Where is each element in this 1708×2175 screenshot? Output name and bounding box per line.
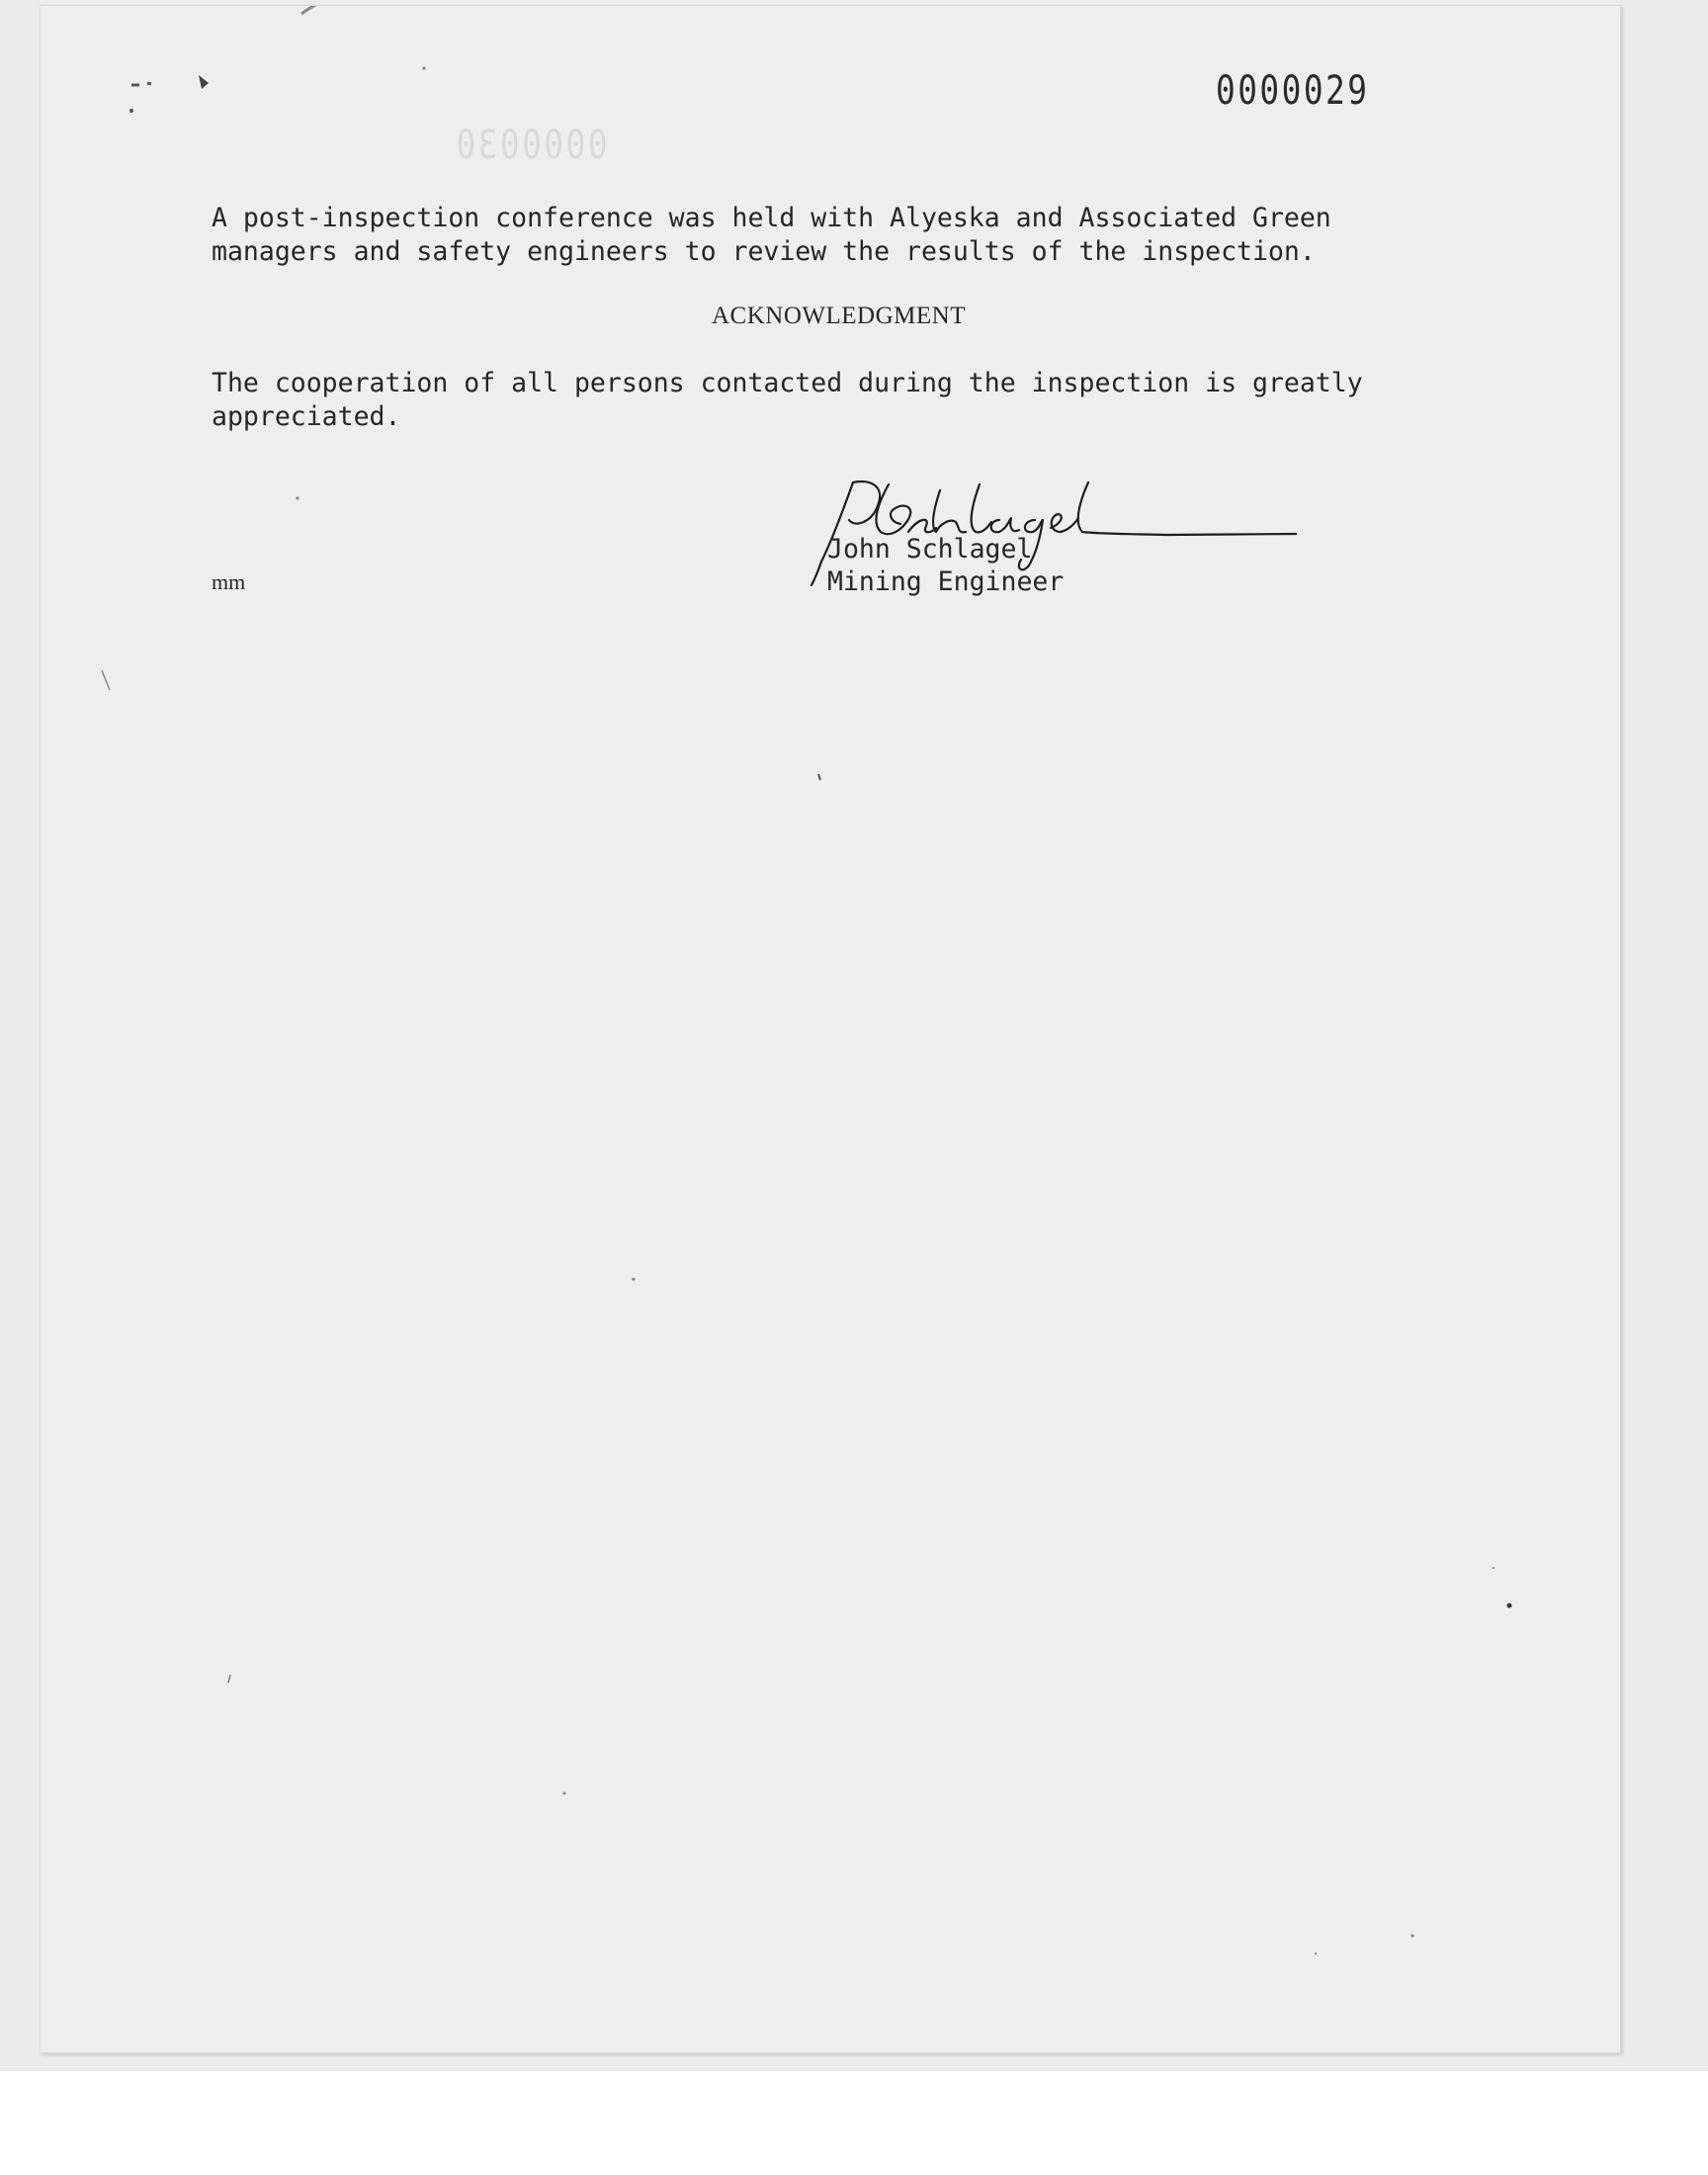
typist-initials: mm — [212, 569, 246, 594]
conference-paragraph — [212, 202, 1331, 269]
document-sheet — [40, 5, 1621, 2053]
bleed-through-page-number: 0000030 — [454, 123, 608, 168]
signer-name: John Schlagel — [827, 534, 1033, 565]
paragraph-line: The cooperation of all persons contacted during the inspection is greatly — [212, 368, 1363, 398]
acknowledgment-paragraph — [212, 367, 1363, 434]
paragraph-line: A post-inspection conference was held with Alyeska and Associated Green — [212, 203, 1331, 233]
page-number: 0000029 — [1216, 68, 1370, 114]
signer-title: Mining Engineer — [827, 566, 1065, 597]
acknowledgment-heading: ACKNOWLEDGMENT — [712, 303, 966, 329]
paragraph-line: managers and safety engineers to review the results of the inspection. — [212, 236, 1316, 267]
paragraph-line: appreciated. — [212, 401, 401, 432]
